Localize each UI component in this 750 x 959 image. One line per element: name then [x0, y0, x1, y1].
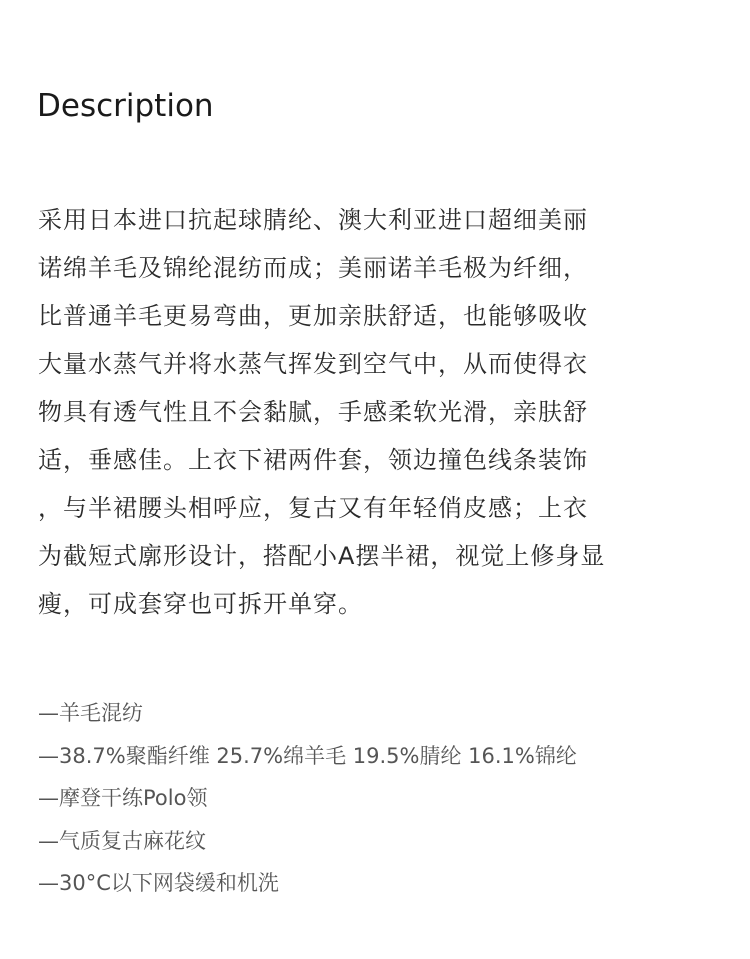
spec-item-material: —羊毛混纺 — [38, 701, 143, 725]
spec-item-care: —30°C以下网袋缓和机洗 — [38, 871, 279, 895]
spec-item-composition: —38.7%聚酯纤维 25.7%绵羊毛 19.5%腈纶 16.1%锦纶 — [38, 743, 577, 768]
description-paragraph — [38, 196, 678, 628]
description-line: 采用日本进口抗起球腈纶、澳大利亚进口超细美丽 — [38, 206, 588, 234]
description-line: 比普通羊毛更易弯曲，更加亲肤舒适，也能够吸收 — [38, 302, 588, 330]
description-line: 诺绵羊毛及锦纶混纺而成；美丽诺羊毛极为纤细， — [38, 254, 588, 282]
description-line: 物具有透气性且不会黏腻，手感柔软光滑，亲肤舒 — [38, 398, 588, 426]
spec-list — [38, 692, 718, 905]
description-line: 为截短式廓形设计，搭配小A摆半裙，视觉上修身显 — [38, 542, 606, 570]
spec-item-collar: —摩登干练Polo领 — [38, 786, 208, 810]
spec-item-pattern: —气质复古麻花纹 — [38, 828, 206, 853]
description-line: ，与半裙腰头相呼应，复古又有年轻俏皮感；上衣 — [38, 494, 588, 522]
description-line: 大量水蒸气并将水蒸气挥发到空气中，从而使得衣 — [38, 350, 588, 378]
description-line: 瘦，可成套穿也可拆开单穿。 — [38, 590, 363, 618]
section-title: Description — [37, 88, 214, 124]
description-line: 适，垂感佳。上衣下裙两件套，领边撞色线条装饰 — [38, 446, 588, 474]
